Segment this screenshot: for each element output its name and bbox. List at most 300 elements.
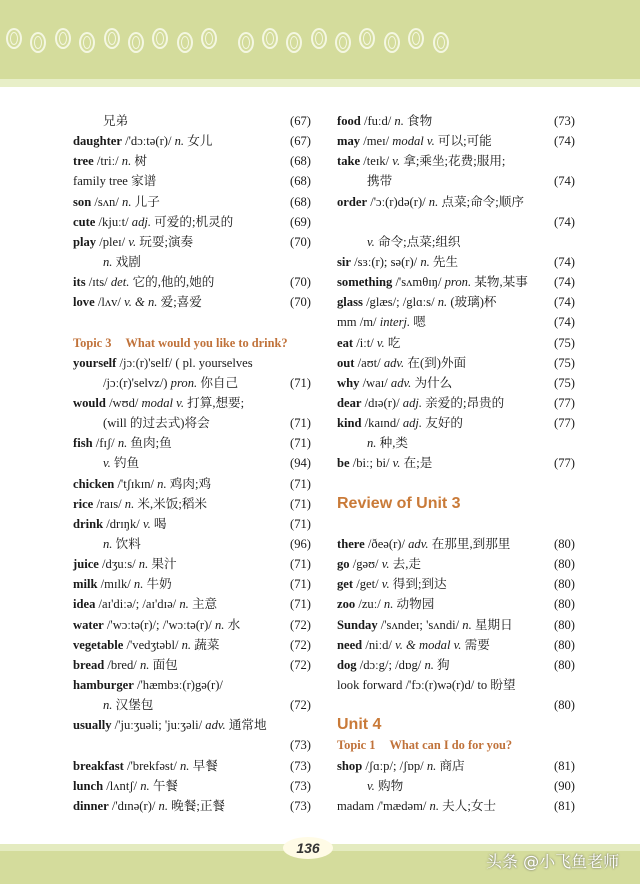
ring-icon (201, 28, 217, 49)
headword: dog (337, 657, 357, 672)
vocabulary-entry (73, 715, 311, 735)
unit-title: Review of Unit 3 (337, 494, 461, 512)
definition: 玩耍;演奏 (139, 234, 194, 249)
entry-text (73, 799, 225, 813)
page-reference: (73) (290, 758, 311, 773)
entry-text (73, 436, 172, 450)
definition: 喝 (153, 516, 167, 531)
headword: madam (337, 798, 375, 813)
definition: 鱼肉;鱼 (130, 436, 172, 451)
page-reference: (74) (554, 214, 575, 229)
part-of-speech: n. (181, 637, 192, 652)
vocabulary-entry (337, 312, 575, 332)
entry-text (73, 235, 193, 249)
headword: take (337, 154, 361, 169)
headword: kind (337, 416, 362, 431)
definition: 面包 (152, 657, 178, 672)
entry-text (73, 698, 153, 712)
entry-text (337, 235, 461, 249)
phonetic: /jɔː(r)'self/ (119, 355, 173, 370)
page-reference: (71) (290, 597, 311, 612)
page-reference: (70) (290, 234, 311, 249)
vocabulary-entry (73, 272, 311, 292)
vocabulary-entry (337, 574, 575, 594)
part-of-speech: v. & n. (124, 295, 158, 310)
page-reference: (74) (554, 134, 575, 149)
definition: (will 的过去式)将会 (103, 416, 210, 431)
definition: 命令;点菜;组织 (377, 234, 461, 249)
ring-icon (177, 32, 193, 53)
vocabulary-entry (337, 453, 575, 473)
part-of-speech: v. (376, 335, 385, 350)
entry-text (73, 517, 167, 531)
unit-heading (337, 494, 575, 514)
part-of-speech: n. (394, 114, 404, 128)
entry-text (73, 779, 178, 793)
phonetic: /raɪs/ (96, 496, 122, 511)
definition: 拿;乘坐;花费;服用; (403, 154, 506, 169)
part-of-speech: n. (429, 798, 439, 813)
vocabulary-entry (73, 453, 311, 473)
definition: 吃 (387, 335, 401, 350)
headword: chicken (73, 476, 115, 491)
definition: 饮料 (115, 536, 141, 551)
entry-text (73, 416, 210, 430)
vocabulary-entry (73, 675, 311, 695)
phonetic: /'mædəm/ (377, 798, 427, 813)
definition: 购物 (377, 778, 404, 793)
phonetic: /aɪ'diːə/; /aɪ'dɪə/ (98, 597, 177, 612)
entry-text (337, 618, 513, 632)
vocabulary-entry (73, 735, 311, 755)
vocabulary-entry (337, 534, 575, 554)
entry-text (73, 497, 207, 511)
part-of-speech: modal v. (392, 134, 435, 149)
vocabulary-entry (337, 353, 575, 373)
headword: glass (337, 295, 363, 310)
vocabulary-entry (73, 111, 311, 131)
phonetic: /teɪk/ (363, 154, 390, 169)
ring-icon (262, 28, 278, 49)
vocabulary-entry (73, 212, 311, 232)
vocabulary-entry (73, 353, 311, 373)
vocabulary-entry (73, 695, 311, 715)
decorative-rings (6, 28, 449, 53)
phonetic: /glæs/; /glɑːs/ (366, 295, 435, 310)
vocabulary-entry (73, 534, 311, 554)
headword: food (337, 114, 361, 128)
part-of-speech: n. (383, 597, 394, 612)
headword: lunch (73, 778, 104, 793)
definition: 携带 (367, 174, 393, 189)
entry-text (73, 537, 141, 551)
phonetic: /iːt/ (356, 335, 374, 350)
entry-text (73, 597, 217, 611)
definition: 某物,某事 (474, 275, 528, 290)
entry-text (337, 416, 463, 430)
definition: 女儿 (187, 134, 213, 149)
headword: play (73, 234, 97, 249)
vocabulary-entry (73, 635, 311, 655)
phonetic: /fɪʃ/ (95, 436, 115, 451)
phonetic: /'hæmbɜː(r)gə(r)/ (137, 677, 223, 692)
entry-text (337, 638, 490, 652)
entry-text (73, 356, 253, 370)
ring-icon (128, 32, 144, 53)
vocabulary-entry (73, 474, 311, 494)
page-reference: (80) (554, 617, 575, 632)
definition: 食物 (407, 114, 433, 128)
ring-icon (433, 32, 449, 53)
vocabulary-entry (73, 776, 311, 796)
part-of-speech: n. (133, 577, 144, 592)
page-reference: (74) (554, 295, 575, 310)
entry-text (337, 658, 450, 672)
entry-text (337, 255, 458, 269)
entry-text (337, 336, 400, 350)
page-reference: (75) (554, 375, 575, 390)
phonetic: /kjuːt/ (98, 214, 129, 229)
phonetic: /'juːʒuəli; 'juːʒəli/ (114, 718, 203, 733)
entry-text (337, 275, 528, 289)
part-of-speech: v. & modal v. (395, 637, 462, 652)
definition: 嗯 (413, 315, 426, 330)
page-reference: (72) (290, 637, 311, 652)
topic-title: What can I do for you? (389, 738, 513, 753)
phonetic: /gəʊ/ (352, 557, 379, 572)
entry-text (337, 114, 432, 128)
headword: look forward (337, 677, 403, 692)
ring-icon (152, 28, 168, 49)
vocabulary-entry (73, 192, 311, 212)
page-reference: (68) (290, 154, 311, 169)
phonetic: /bred/ (107, 657, 137, 672)
phonetic: /aʊt/ (357, 355, 381, 370)
phonetic: /'brekfəst/ (127, 758, 177, 773)
entry-text (73, 396, 244, 410)
entry-text (73, 134, 212, 148)
entry-text (337, 195, 524, 209)
definition: 友好的 (425, 416, 463, 431)
vocabulary-entry (73, 594, 311, 614)
ring-icon (55, 28, 71, 49)
phonetic: /'vedʒtəbl/ (126, 637, 179, 652)
part-of-speech: n. (157, 476, 167, 491)
entry-text (73, 557, 177, 571)
vocabulary-entry (73, 252, 311, 272)
headword: order (337, 194, 368, 209)
page-reference: (77) (554, 416, 575, 431)
part-of-speech: adv. (390, 375, 412, 390)
definition: to 盼望 (477, 677, 516, 692)
phonetic: /wʊd/ (109, 395, 139, 410)
entry-text (73, 114, 128, 128)
vocabulary-entry (337, 373, 575, 393)
part-of-speech: v. (128, 234, 137, 249)
page-reference: (71) (290, 416, 311, 431)
entry-text (337, 597, 434, 611)
definition: 先生 (432, 254, 459, 269)
part-of-speech: adv. (408, 536, 429, 551)
entry-text (337, 315, 426, 329)
entry-text (73, 295, 202, 309)
phonetic: /waɪ/ (362, 375, 388, 390)
headword: hamburger (73, 677, 134, 692)
headword: zoo (337, 597, 356, 612)
entry-text (337, 295, 497, 309)
ring-icon (384, 32, 400, 53)
phonetic: /'wɔːtə(r)/; /'wɔːtə(r)/ (106, 617, 212, 632)
blank-line (337, 474, 575, 494)
headword: family tree (73, 174, 128, 189)
entry-text (73, 678, 223, 692)
phonetic: /sɜː(r); sə(r)/ (354, 254, 418, 269)
definition: 在;是 (403, 456, 433, 471)
page-reference: (73) (290, 778, 311, 793)
page-reference: (70) (290, 275, 311, 290)
definition: 爱;喜爱 (160, 295, 202, 310)
definition: 它的,他的,她的 (132, 275, 215, 290)
entry-text (337, 436, 408, 450)
vocabulary-entry (337, 655, 575, 675)
page-reference: (72) (290, 617, 311, 632)
part-of-speech: n. (121, 154, 132, 169)
vocabulary-entry (73, 151, 311, 171)
headword: tree (73, 154, 94, 169)
part-of-speech: v. (381, 577, 390, 592)
headword: yourself (73, 355, 117, 370)
part-of-speech: adj. (131, 214, 152, 229)
entry-text (337, 779, 403, 793)
headword: why (337, 375, 360, 390)
page-reference: (94) (290, 456, 311, 471)
page-reference: (81) (554, 758, 575, 773)
definition: 得到;到达 (392, 577, 447, 592)
vocabulary-entry (337, 192, 575, 212)
definition: (玻璃)杯 (450, 295, 497, 310)
page-reference: (73) (290, 798, 311, 813)
part-of-speech: n. (424, 657, 434, 672)
page-reference: (72) (290, 657, 311, 672)
entry-text (73, 718, 267, 732)
page-reference: (75) (554, 335, 575, 350)
phonetic: /sʌn/ (94, 194, 119, 209)
part-of-speech: det. (110, 275, 130, 290)
part-of-speech: v. (392, 456, 401, 471)
vocabulary-entry (337, 413, 575, 433)
page-reference: (75) (554, 355, 575, 370)
vocabulary-entry (337, 393, 575, 413)
phonetic: /'sʌndeɪ; 'sʌndi/ (380, 617, 460, 632)
entry-text (73, 376, 238, 390)
blank-line (73, 312, 311, 332)
headword: out (337, 355, 355, 370)
phonetic: /meɪ/ (363, 134, 390, 149)
vocabulary-entry (337, 554, 575, 574)
entry-text (73, 174, 156, 188)
phonetic: /biː; bi/ (352, 456, 390, 471)
phonetic: /m/ (359, 315, 377, 330)
entry-text (73, 275, 214, 289)
vocabulary-entry (73, 554, 311, 574)
vocabulary-entry (73, 796, 311, 816)
part-of-speech: n. (462, 617, 472, 632)
definition: 去,走 (392, 557, 422, 572)
definition: 钓鱼 (113, 456, 140, 471)
phonetic: /dɪə(r)/ (364, 395, 400, 410)
ring-icon (104, 28, 120, 49)
part-of-speech: adv. (383, 355, 405, 370)
headword: need (337, 637, 363, 652)
headword: dinner (73, 798, 109, 813)
phonetic: /kaɪnd/ (364, 416, 400, 431)
page-reference: (69) (290, 214, 311, 229)
part-of-speech: v. (142, 516, 151, 531)
entry-text (337, 799, 496, 813)
definition: 可爱的;机灵的 (154, 214, 234, 229)
headword: daughter (73, 134, 122, 149)
headword: go (337, 557, 350, 572)
vocabulary-entry (73, 433, 311, 453)
part-of-speech: interj. (379, 315, 411, 330)
phonetic: /dɔːg/; /dɒg/ (359, 657, 422, 672)
vocabulary-entry (337, 232, 575, 252)
page-reference: (73) (290, 738, 311, 753)
vocabulary-entry (73, 494, 311, 514)
part-of-speech: n. (103, 698, 113, 713)
page-reference: (67) (290, 114, 311, 128)
page-reference: (71) (290, 436, 311, 451)
vocabulary-entry (337, 292, 575, 312)
definition: 果汁 (151, 557, 177, 572)
page-reference: (90) (554, 778, 575, 793)
ring-icon (79, 32, 95, 53)
entry-text (337, 557, 421, 571)
phonetic: /'dɪnə(r)/ (111, 798, 156, 813)
definition: 鸡肉;鸡 (169, 476, 212, 491)
page-reference: (68) (290, 194, 311, 209)
entry-text (73, 195, 160, 209)
definition: 种,类 (379, 436, 408, 451)
entry-text (73, 456, 139, 470)
page-reference: (80) (554, 557, 575, 572)
page-reference: (74) (554, 315, 575, 330)
headword: cute (73, 214, 96, 229)
page-reference: (80) (554, 698, 575, 713)
phonetic: /ʃɑːp/; /ʃɒp/ (365, 758, 424, 773)
phonetic: /jɔː(r)'selvz/) (103, 375, 168, 390)
part-of-speech: n. (174, 134, 185, 149)
definition: 兄弟 (103, 114, 129, 128)
headword: get (337, 577, 354, 592)
vocabulary-entry (337, 131, 575, 151)
page-reference: (80) (554, 637, 575, 652)
headword: may (337, 134, 361, 149)
entry-text (337, 396, 504, 410)
topic-heading (337, 735, 575, 755)
vocabulary-entry (73, 232, 311, 252)
page-reference: (68) (290, 174, 311, 189)
phonetic: /'sʌmθɪŋ/ (395, 275, 442, 290)
definition: 戏剧 (115, 254, 141, 269)
vocabulary-entry (73, 756, 311, 776)
vocabulary-entry (73, 615, 311, 635)
part-of-speech: adv. (205, 718, 226, 733)
page-reference: (74) (554, 254, 575, 269)
part-of-speech: adj. (402, 395, 423, 410)
headword: vegetable (73, 637, 124, 652)
definition: 需要 (464, 637, 490, 652)
vocabulary-entry (337, 333, 575, 353)
entry-text (73, 618, 240, 632)
part-of-speech: v. (392, 154, 401, 169)
part-of-speech: v. (367, 778, 375, 793)
page-reference: (71) (290, 476, 311, 491)
ring-icon (30, 32, 46, 53)
watermark: 头条 @小飞鱼老师 (486, 852, 620, 871)
part-of-speech: n. (214, 617, 225, 632)
headword: love (73, 295, 95, 310)
headword: dear (337, 395, 362, 410)
ring-icon (6, 28, 22, 49)
definition: 通常地 (228, 718, 267, 733)
vocabulary-entry (73, 373, 311, 393)
ring-icon (335, 32, 351, 53)
headword: milk (73, 577, 98, 592)
vocabulary-entry (73, 514, 311, 534)
vocabulary-entry (337, 756, 575, 776)
page-reference: (80) (554, 536, 575, 551)
definition: 点菜;命令;顺序 (441, 194, 524, 209)
page-reference: (80) (554, 577, 575, 592)
headword: something (337, 275, 393, 290)
page-reference: (71) (290, 375, 311, 390)
definition: 水 (227, 617, 241, 632)
blank-line (337, 514, 575, 534)
page-reference: (80) (554, 657, 575, 672)
part-of-speech: pron. (444, 275, 472, 290)
vocabulary-entry (337, 272, 575, 292)
ring-icon (359, 28, 375, 49)
phonetic: /mɪlk/ (100, 577, 131, 592)
page-reference: (77) (554, 456, 575, 471)
page-reference: (80) (554, 597, 575, 612)
vocabulary-entry (73, 655, 311, 675)
phonetic: /'ɔː(r)də(r)/ (370, 194, 426, 209)
headword: eat (337, 335, 354, 350)
entry-text (337, 456, 432, 470)
page-reference: (81) (554, 798, 575, 813)
entry-text (337, 134, 492, 148)
vocabulary-entry (337, 776, 575, 796)
vocabulary-entry (73, 393, 311, 413)
phonetic: /get/ (356, 577, 379, 592)
headword: there (337, 536, 365, 551)
phonetic: /fuːd/ (363, 114, 392, 128)
definition: 家谱 (131, 174, 157, 189)
definition: 商店 (439, 758, 465, 773)
headword: son (73, 194, 92, 209)
page-reference: (72) (290, 698, 311, 713)
part-of-speech: n. (158, 798, 168, 813)
entry-text (337, 759, 465, 773)
definition: 动物园 (396, 597, 435, 612)
entry-text (73, 638, 219, 652)
page-reference: (71) (290, 496, 311, 511)
vocabulary-entry (337, 695, 575, 715)
part-of-speech: n. (122, 194, 132, 209)
part-of-speech: n. (426, 758, 437, 773)
